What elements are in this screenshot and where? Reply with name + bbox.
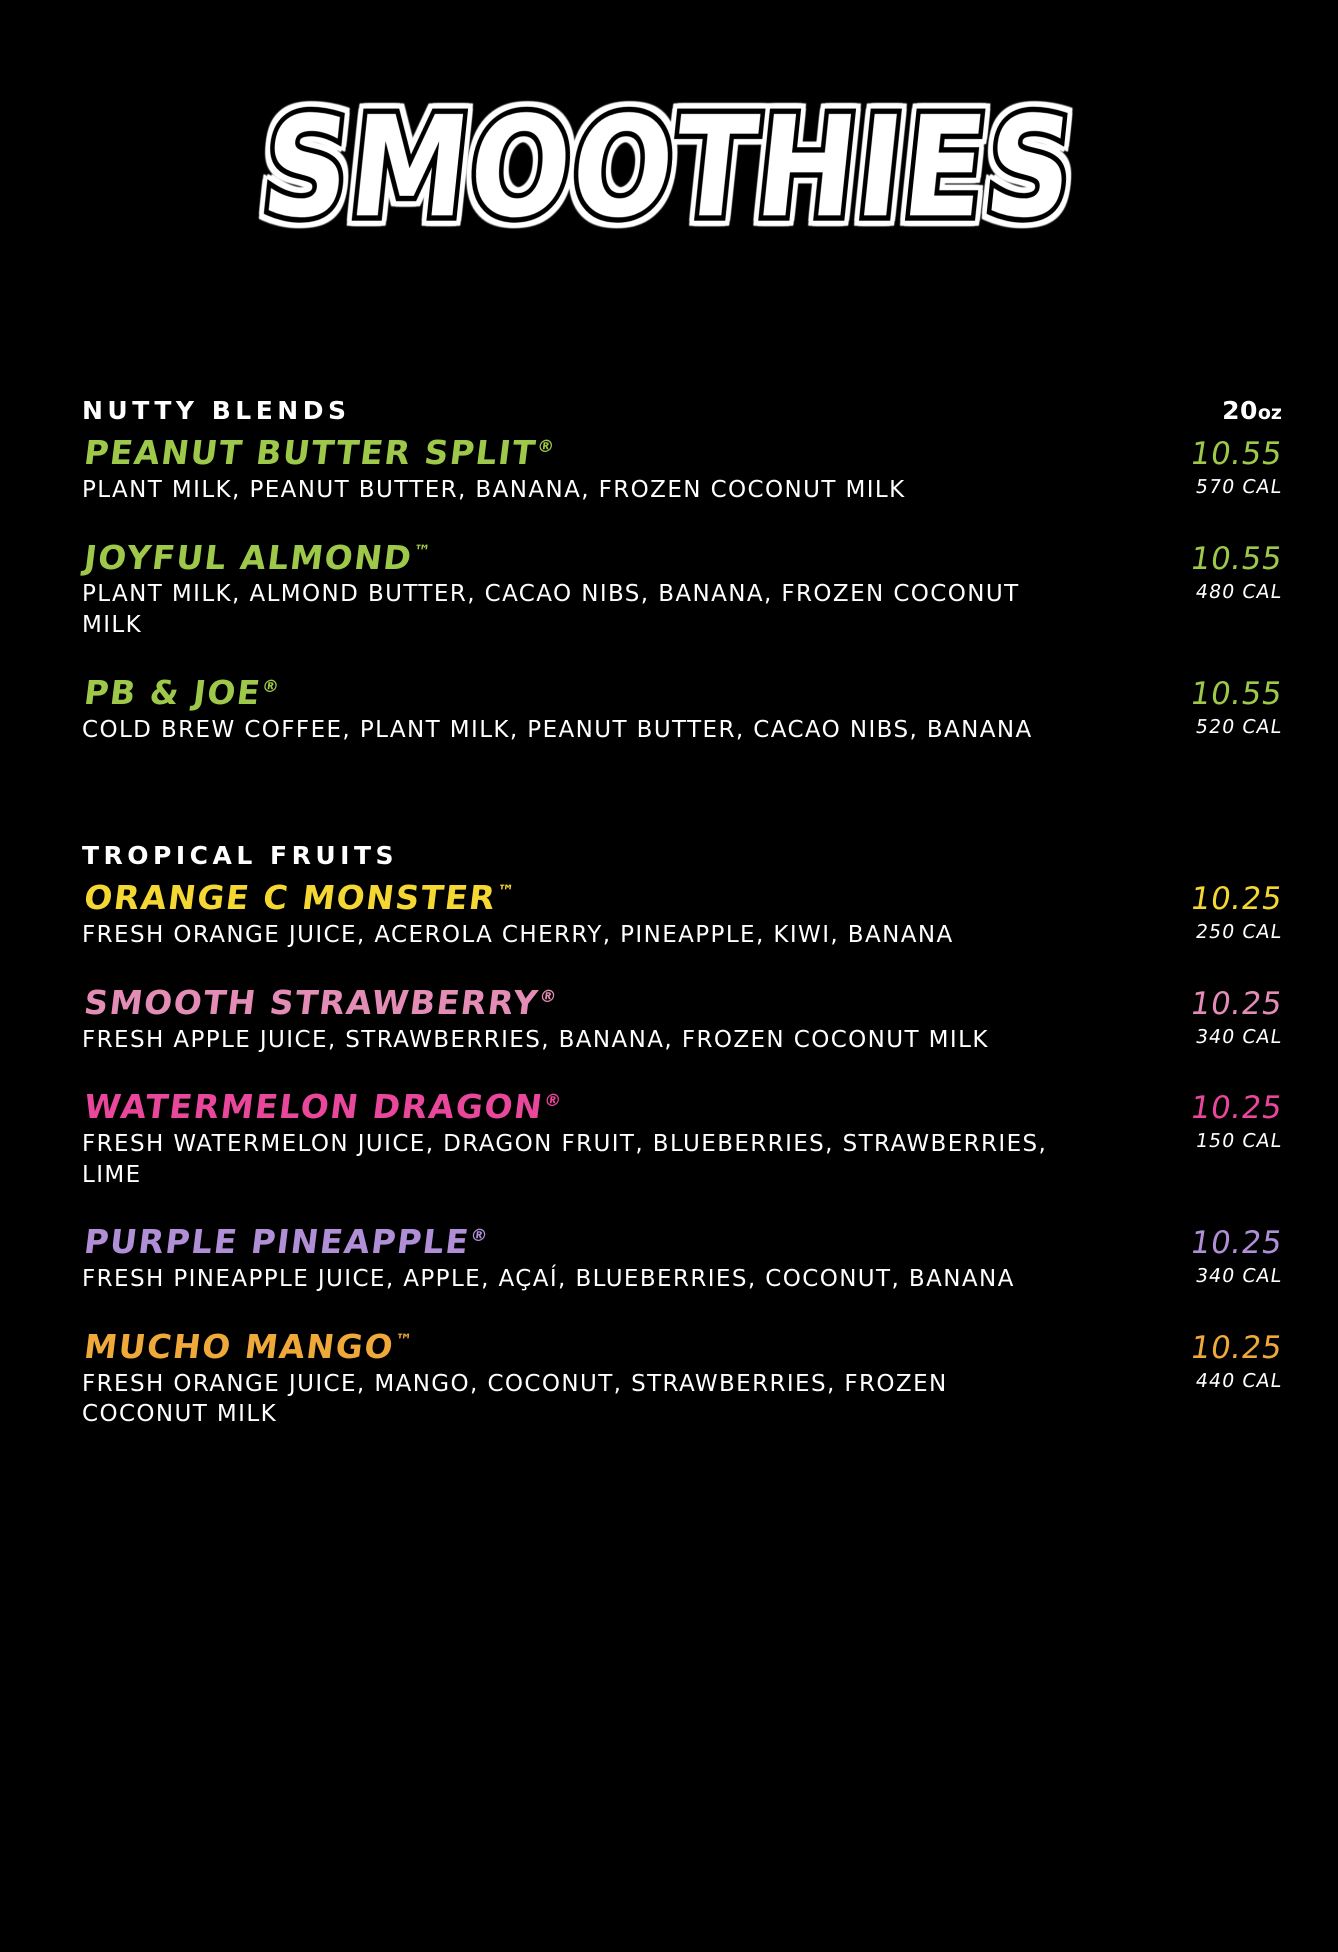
item-price-block: [1142, 540, 1285, 603]
item-price: 10.55: [1187, 540, 1285, 577]
item-price: 10.55: [1187, 436, 1285, 472]
item-price: 10.55: [1187, 675, 1285, 712]
item-calories: 440 CAL: [1194, 1369, 1284, 1392]
menu-content: [81, 396, 1285, 1430]
item-trademark: ®: [260, 676, 281, 697]
item-description: PLANT MILK, PEANUT BUTTER, BANANA, FROZEN COCONUT MILK: [82, 476, 906, 503]
item-trademark: ®: [469, 1226, 489, 1247]
item-price: 10.25: [1187, 1225, 1285, 1262]
item-description: FRESH APPLE JUICE, STRAWBERRIES, BANANA, FROZEN COCONUT MILK: [82, 1026, 989, 1053]
section-title: NUTTY BLENDS: [82, 396, 351, 425]
item-calories: 150 CAL: [1194, 1130, 1284, 1153]
item-name: [81, 537, 432, 577]
item-description: FRESH WATERMELON JUICE, DRAGON FRUIT, BLUEBERRIES, STRAWBERRIES, LIME: [82, 1131, 1048, 1188]
item-trademark: ™: [393, 1330, 414, 1351]
menu-section: [81, 841, 1285, 1430]
menu-item[interactable]: [81, 537, 1285, 641]
page-title: SMOOTHIES: [255, 85, 1083, 249]
item-calories: 520 CAL: [1194, 715, 1284, 738]
size-value: 20: [1222, 396, 1258, 425]
page-title-wrap: [0, 85, 1338, 249]
menu-item[interactable]: [81, 433, 1285, 506]
item-calories: 480 CAL: [1194, 580, 1284, 603]
item-name-text: PB & JOE: [81, 672, 264, 712]
item-price-block: [1142, 985, 1285, 1048]
item-name-text: PURPLE PINEAPPLE: [81, 1222, 473, 1262]
item-price: 10.25: [1187, 1329, 1285, 1366]
item-name-text: WATERMELON DRAGON: [81, 1087, 546, 1127]
menu-section: [81, 396, 1285, 745]
item-name-text: PEANUT BUTTER SPLIT: [81, 433, 539, 472]
item-trademark: ®: [538, 986, 558, 1007]
item-description: FRESH ORANGE JUICE, MANGO, COCONUT, STRAWBERRIES, FROZEN COCONUT MILK: [82, 1370, 948, 1428]
item-description: PLANT MILK, ALMOND BUTTER, CACAO NIBS, BANANA, FROZEN COCONUT MILK: [82, 581, 1020, 639]
section-header: [82, 396, 1282, 425]
item-description: FRESH PINEAPPLE JUICE, APPLE, AÇAÍ, BLUEBERRIES, COCONUT, BANANA: [82, 1266, 1015, 1293]
item-price: 10.25: [1187, 1090, 1285, 1127]
item-trademark: ®: [542, 1091, 563, 1112]
item-name: [81, 672, 281, 712]
size-unit: oz: [1257, 402, 1282, 424]
item-name-text: MUCHO MANGO: [81, 1326, 397, 1366]
item-description: FRESH ORANGE JUICE, ACEROLA CHERRY, PINEAPPLE, KIWI, BANANA: [82, 922, 954, 949]
item-calories: 340 CAL: [1194, 1025, 1284, 1048]
menu-item[interactable]: [81, 878, 1285, 951]
item-trademark: ™: [495, 882, 516, 903]
item-price: 10.25: [1187, 985, 1285, 1022]
menu-item[interactable]: [81, 1222, 1285, 1295]
item-name: [82, 435, 556, 472]
item-price-block: [1142, 675, 1285, 738]
item-price-block: [1142, 881, 1285, 944]
item-name: [82, 1089, 563, 1126]
item-price-block: [1142, 1225, 1285, 1288]
item-name: [81, 1326, 414, 1366]
item-description: COLD BREW COFFEE, PLANT MILK, PEANUT BUTTER, CACAO NIBS, BANANA: [82, 716, 1033, 743]
section-title: TROPICAL FRUITS: [82, 841, 398, 871]
menu-item[interactable]: [81, 672, 1285, 746]
menu-item[interactable]: [81, 1087, 1285, 1190]
item-calories: 250 CAL: [1194, 921, 1284, 944]
size-label: [1222, 396, 1282, 425]
item-price-block: [1142, 436, 1285, 499]
item-calories: 570 CAL: [1194, 476, 1284, 499]
item-calories: 340 CAL: [1194, 1265, 1284, 1288]
item-name-text: ORANGE C MONSTER: [81, 878, 499, 918]
item-price-block: [1142, 1090, 1285, 1153]
item-name: [82, 880, 515, 917]
menu-item[interactable]: [81, 1326, 1285, 1430]
item-price: 10.25: [1187, 881, 1285, 918]
item-trademark: ®: [535, 437, 556, 457]
section-header: [82, 841, 1282, 870]
item-name-text: SMOOTH STRAWBERRY: [81, 982, 542, 1022]
item-name: [82, 1224, 489, 1261]
item-trademark: ™: [412, 541, 432, 562]
item-name: [81, 982, 558, 1022]
item-name-text: JOYFUL ALMOND: [81, 537, 415, 577]
menu-item[interactable]: [81, 982, 1285, 1056]
item-price-block: [1142, 1329, 1285, 1392]
